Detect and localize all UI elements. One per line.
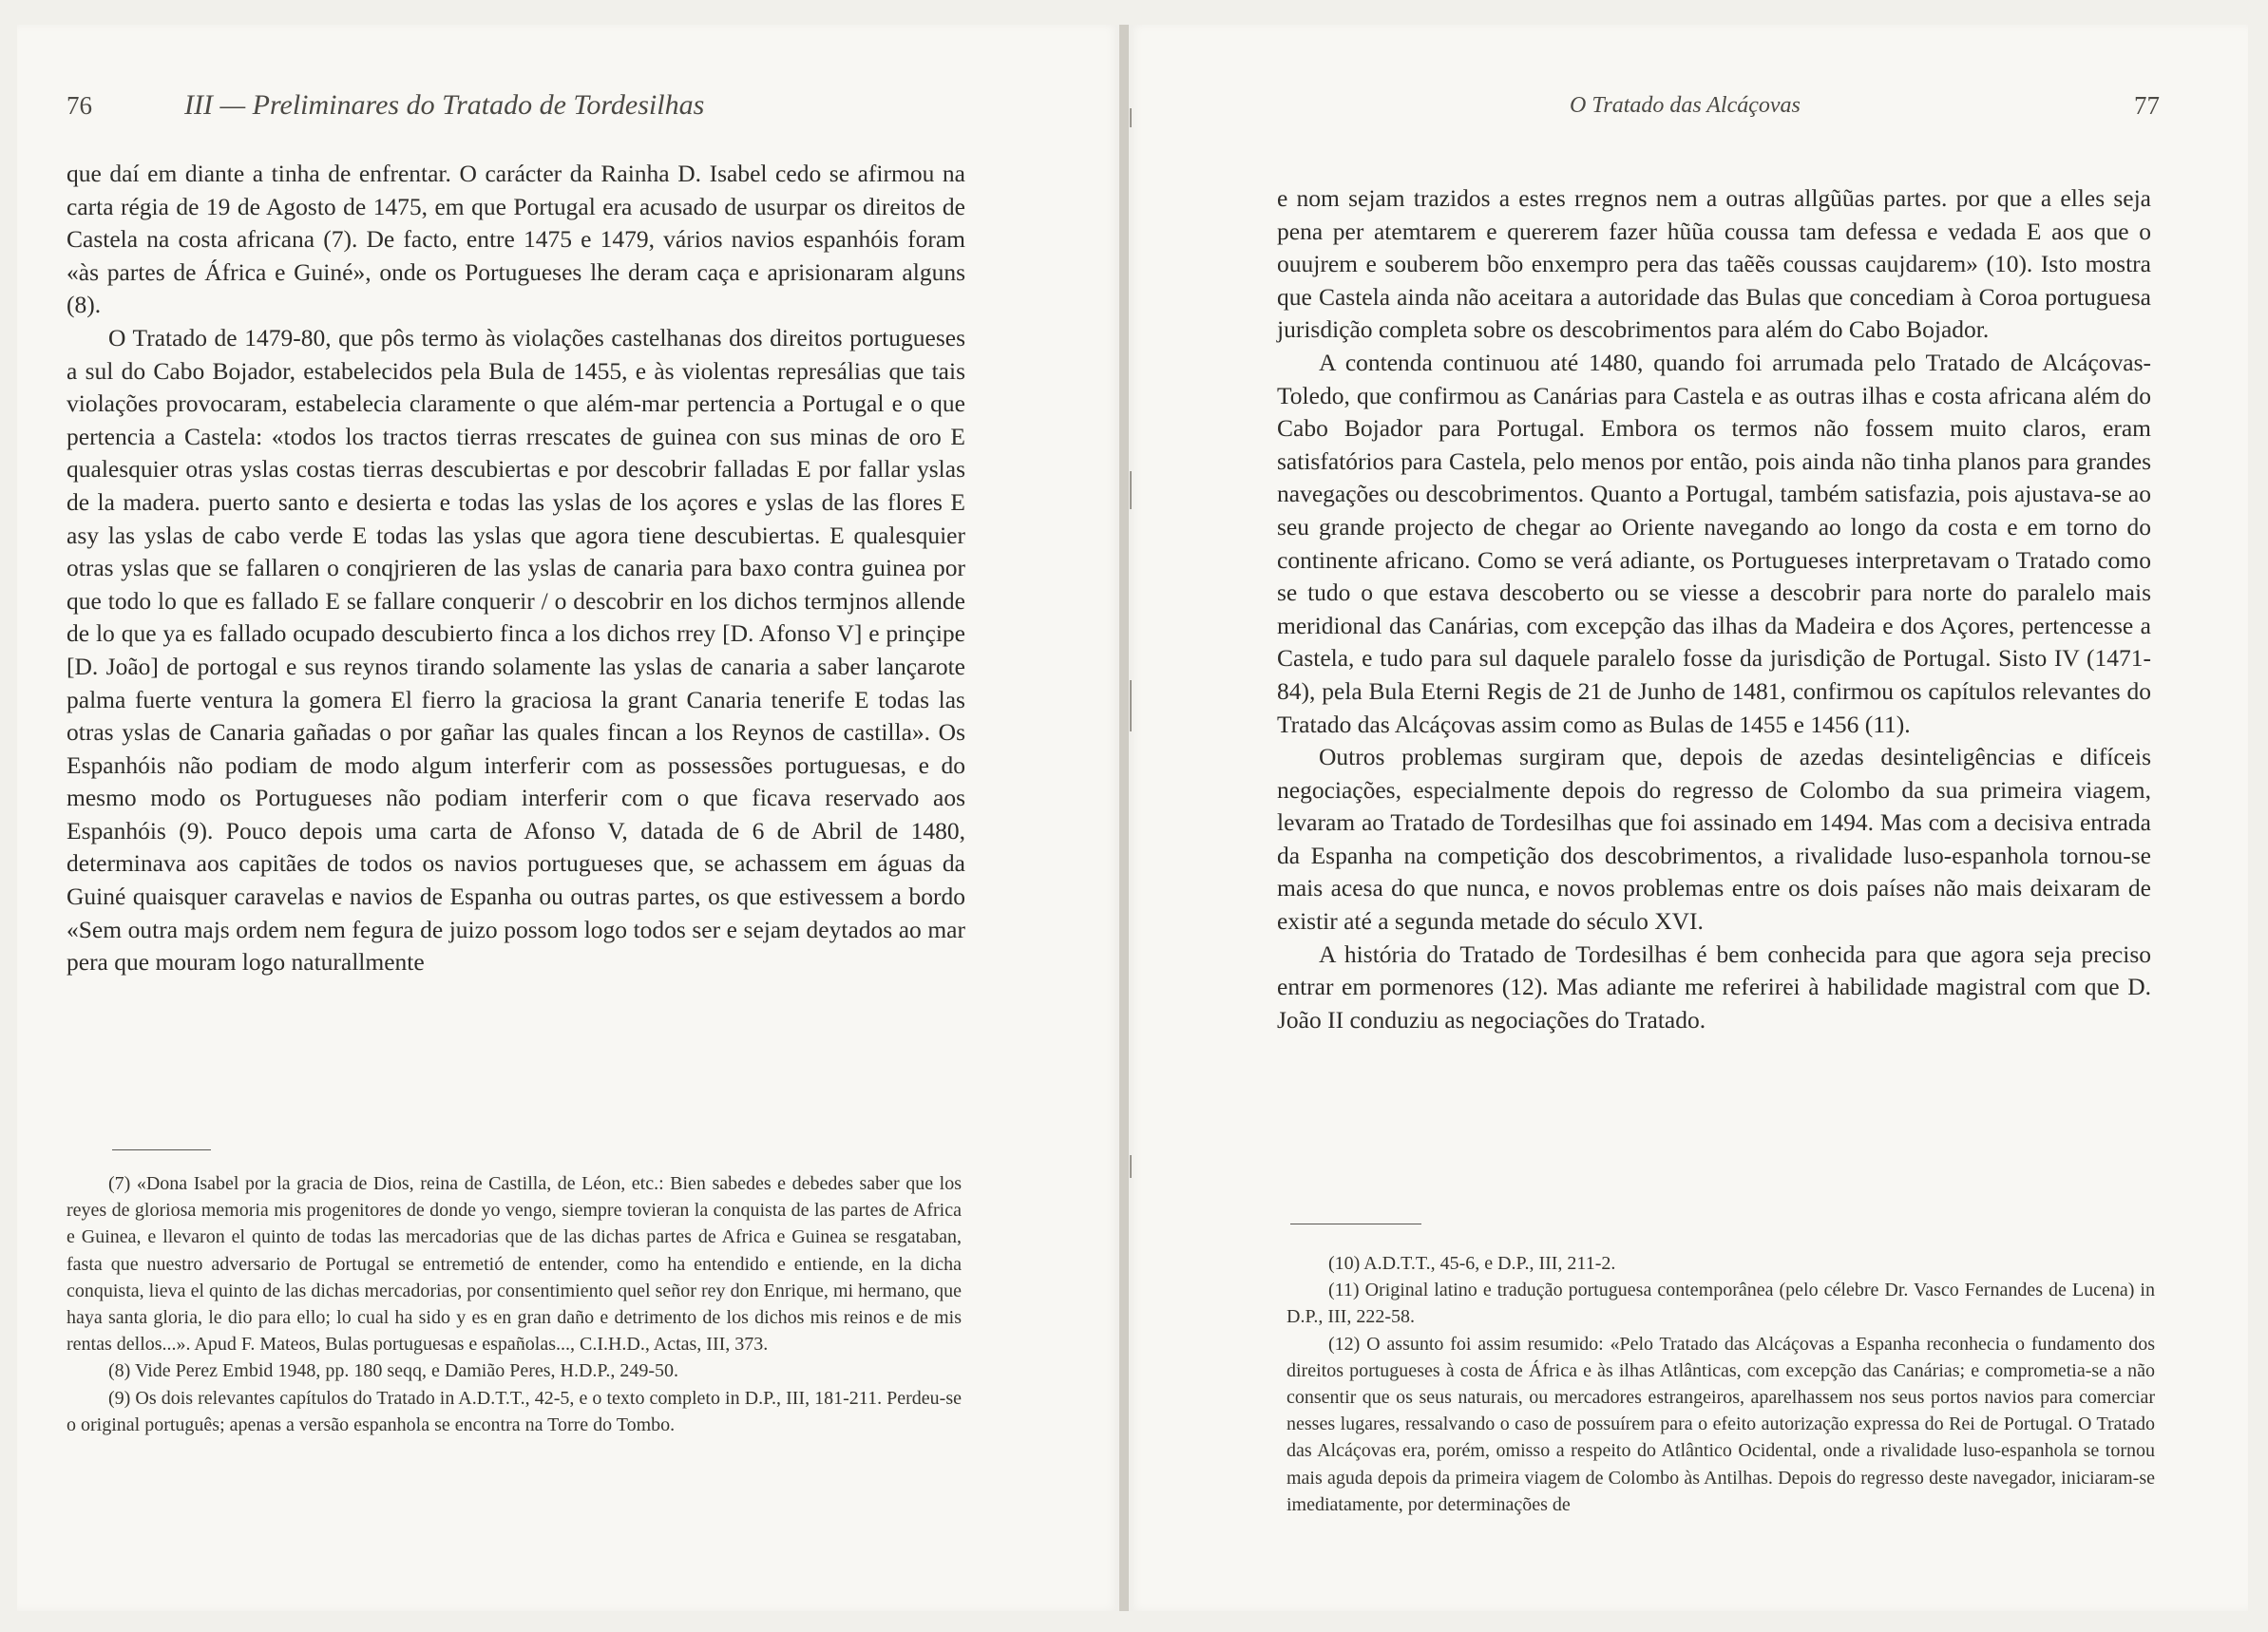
paragraph: A história do Tratado de Tordesilhas é bem conhecida para que agora seja preciso entrar em pormenores (12). Mas adiante me referirei à habilidade magistral com que D. João II conduziu as negociações do Tratado. [1277, 939, 2151, 1034]
footnote: (12) O assunto foi assim resumido: «Pelo Tratado das Alcáçovas a Espanha reconhecia o fundamento dos direitos portugueses à costa de África e às ilhas Atlânticas, com excepção das Canárias; e comprometia-se a não consentir que os seus naturais, ou mercadores estrangeiros, aparelhassem nos seus portos navios para comerciar nesses lugares, ressalvando o caso de possuírem para o efeito autorização expressa do Rei de Portugal. O Tratado das Alcáçovas era, porém, omisso a respeito do Atlântico Ocidental, onde a rivalidade luso-espanhola se tornou mais aguda depois da primeira viagem de Colombo às Antilhas. Depois do regresso deste navegador, iniciaram-se imediatamente, por determinações de [1286, 1333, 2155, 1515]
footnote: (7) «Dona Isabel por la gracia de Dios, reina de Castilla, de Léon, etc.: Bien sabedes e debedes saber que los reyes de gloriosa memoria mis progenitores de donde yo vengo, siempre tovieran la conquista de las partes de Africa e Guinea, e llevaron el quinto de todas las mercadorias que de las dichas partes de Africa e Guinea se resgataban, fasta que nuestro adversario de Portugal se entremetió de entender, como ha entendido e entiende, en la dicha conquista, lieva el quinto de las dichas mercadorias, por consentimiento quel señor rey don Enrique, mi hermano, que haya santa gloria, le dio para ello; lo cual ha sido y es en gran daño e detrimento de los dichos mis reinos e de mis rentas dellos...». Apud F. Mateos, Bulas portuguesas e españolas..., C.I.H.D., Actas, III, 373. [67, 1173, 962, 1356]
margin-mark [1130, 471, 1132, 509]
footnote: (11) Original latino e tradução portuguesa contemporânea (pelo célebre Dr. Vasco Fernandes de Lucena) in D.P., III, 222-58. [1286, 1280, 2155, 1328]
page-number-left: 76 [67, 91, 92, 120]
right-body-text [1277, 182, 2151, 1036]
footnote: (9) Os dois relevantes capítulos do Tratado in A.D.T.T., 42-5, e o texto completo in D.P., III, 181-211. Perdeu-se o original português; apenas a versão espanhola se encontra na Torre do Tombo. [67, 1387, 962, 1435]
footnote: (10) A.D.T.T., 45-6, e D.P., III, 211-2. [1328, 1253, 1616, 1274]
running-head-left: III — Preliminares do Tratado de Tordesilhas [184, 89, 705, 121]
margin-mark [1130, 108, 1132, 127]
paragraph: que daí em diante a tinha de enfrentar. O carácter da Rainha D. Isabel cedo se afirmou na carta régia de 19 de Agosto de 1475, em que Portugal era acusado de usurpar os direitos de Castela na costa africana (7). De facto, entre 1475 e 1479, vários navios espanhóis foram «às partes de África e Guiné», onde os Portugueses lhe deram caça e aprisionaram alguns (8). [67, 160, 965, 319]
left-footnotes [67, 1170, 962, 1438]
page-number-right: 77 [2134, 91, 2160, 120]
right-footnotes [1286, 1250, 2155, 1518]
margin-mark [1130, 1155, 1132, 1178]
paragraph: e nom sejam trazidos a estes rregnos nem a outras allgũũas partes. por que a elles seja pena per atemtarem e quererem fazer hũũa coussa tam defessa e vedada E aos que o ouujrem e souberem bõo enxempro pera das taẽẽs coussas caujdarem» (10). Isto mostra que Castela ainda não aceitara a autoridade das Bulas que concediam à Coroa portuguesa jurisdição completa sobre os descobrimentos para além do Cabo Bojador. [1277, 184, 2151, 344]
left-body-text [67, 158, 965, 979]
paragraph: O Tratado de 1479-80, que pôs termo às violações castelhanas dos direitos portugueses a sul do Cabo Bojador, estabelecidos pela Bula de 1455, e às violentas represálias que tais violações provocaram, estabelecia claramente o que além-mar pertencia a Portugal e o que pertencia a Castela: «todos los tractos tierras rrescates de guinea con sus minas de oro E qualesquier otras yslas costas tierras descubiertas e por descobrir falladas E por fallar yslas de la madera. puerto santo e desierta e todas las yslas de los açores e yslas de las flores E asy las yslas de cabo verde E todas las yslas que agora tiene descubiertas. E qualesquier otras yslas que se fallaren o conqjrieren de las yslas de canaria para baxo contra guinea por que todo lo que es fallado E se fallare conquerir / o descobrir en los dichos termjnos allende de lo que ya es fallado ocupado descubierto finca a los dichos rrey [D. Afonso V] e prinçipe [D. João] de portogal e sus reynos tirando solamente las yslas de canaria a saber lançarote palma fuerte ventura la gomera El fierro la graciosa la grant Canaria tenerife E todas las otras yslas de Canaria gañadas o por gañar las quales fincan a los Reynos de castilla». Os Espanhóis não podiam de modo algum interferir com as possessões portuguesas, e do mesmo modo os Portugueses não podiam interferir com o que ficava reservado aos Espanhóis (9). Pouco depois uma carta de Afonso V, datada de 6 de Abril de 1480, determinava aos capitães de todos os navios portugueses que, se achassem em águas da Guiné quaisquer caravelas e navios de Espanha ou outras partes, os que estivessem a bordo «Sem outra majs ordem nem fegura de juizo possom logo todos ser e sejam deytados ao mar pera que mouram logo naturallmente [67, 323, 965, 977]
right-page [1129, 25, 2248, 1611]
left-page [17, 25, 1119, 1611]
footnote: (8) Vide Perez Embid 1948, pp. 180 seqq, e Damião Peres, H.D.P., 249-50. [108, 1360, 678, 1382]
running-head-right: O Tratado das Alcáçovas [1570, 93, 1801, 118]
paragraph: Outros problemas surgiram que, depois de azedas desinteligências e difíceis negociações, especialmente depois do regresso de Colombo da sua primeira viagem, levaram ao Tratado de Tordesilhas que foi assinado em 1494. Mas com a decisiva entrada da Espanha na competição dos descobrimentos, a rivalidade luso-espanhola tornou-se mais acesa do que nunca, e novos problemas entre os dois países não mais deixaram de existir até a segunda metade do século XVI. [1277, 743, 2151, 936]
book-gutter [1119, 25, 1129, 1611]
margin-mark [1130, 680, 1132, 731]
paragraph: A contenda continuou até 1480, quando foi arrumada pelo Tratado de Alcáçovas-Toledo, que confirmou as Canárias para Castela e as outras ilhas e costa africana além do Cabo Bojador para Portugal. Embora os termos não fossem muito claros, eram satisfatórios para Castela, pelo menos por então, pois ainda não tinha planos para grandes navegações ou descobrimentos. Quanto a Portugal, também satisfazia, pois ajustava-se ao seu grande projecto de chegar ao Oriente navegando ao longo da costa e em torno do continente africano. Como se verá adiante, os Portugueses interpretavam o Tratado como se tudo o que estava descoberto ou se viesse a descobrir para norte do paralelo mais meridional das Canárias, com excepção das ilhas da Madeira e dos Açores, pertencesse a Castela, e tudo para sul daquele paralelo fosse da jurisdição de Portugal. Sisto IV (1471-84), pela Bula Eterni Regis de 21 de Junho de 1481, confirmou os capítulos relevantes do Tratado das Alcáçovas assim como as Bulas de 1455 e 1456 (11). [1277, 348, 2151, 738]
footnote-rule [112, 1149, 211, 1150]
